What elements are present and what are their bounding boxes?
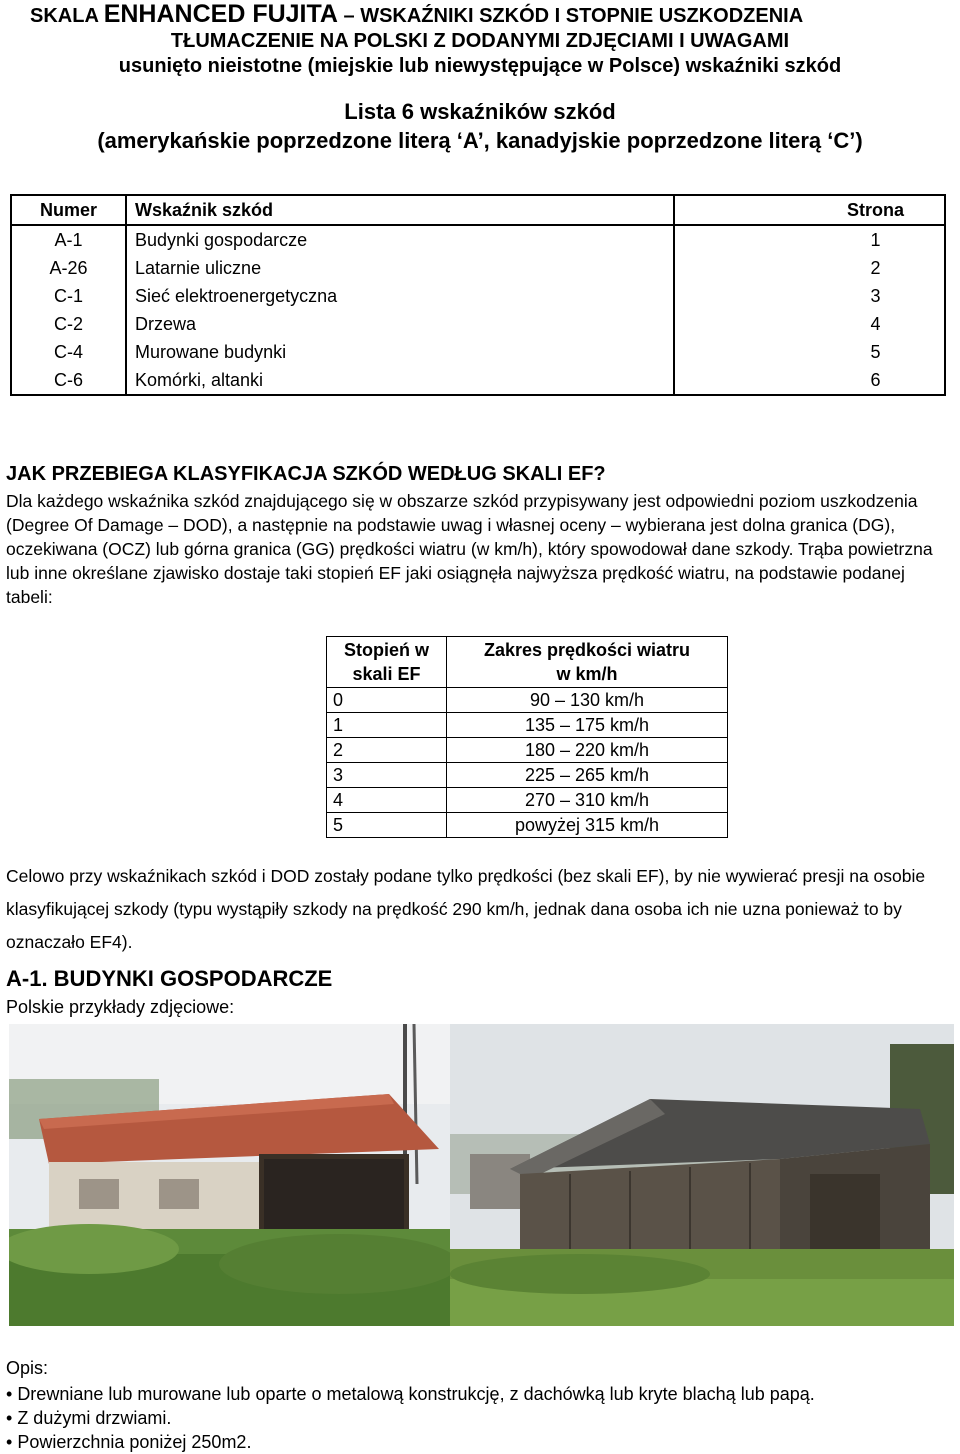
damage-indicator-index-table: [10, 194, 946, 396]
list-title-explanation: (amerykańskie poprzedzone literą ‘A’, kanadyjskie poprzedzone literą ‘C’): [97, 128, 863, 153]
table-row: [11, 310, 945, 338]
column-header-ef-degree: Stopień w skali EF: [327, 637, 447, 688]
column-header-indicator: Wskaźnik szkód: [126, 195, 674, 225]
table-header-row: [327, 637, 728, 688]
table-row: [327, 738, 728, 763]
list-title: Lista 6 wskaźników szkód: [344, 99, 616, 124]
cell-number: C-4: [11, 338, 126, 366]
cell-page: 5: [674, 338, 945, 366]
column-header-number: Numer: [11, 195, 126, 225]
cell-number: A-1: [11, 225, 126, 254]
cell-ef-degree: 4: [327, 788, 447, 813]
cell-ef-degree: 0: [327, 688, 447, 713]
cell-ef-degree: 5: [327, 813, 447, 838]
cell-indicator: Latarnie uliczne: [126, 254, 674, 282]
cell-ef-degree: 3: [327, 763, 447, 788]
table-row: [11, 254, 945, 282]
cell-number: C-6: [11, 366, 126, 395]
description-label: Opis:: [6, 1358, 49, 1378]
cell-number: C-2: [11, 310, 126, 338]
photo-wooden-barn: [450, 1024, 954, 1326]
cell-page: 6: [674, 366, 945, 395]
cell-indicator: Murowane budynki: [126, 338, 674, 366]
table-row: [327, 813, 728, 838]
cell-indicator: Drzewa: [126, 310, 674, 338]
cell-page: 4: [674, 310, 945, 338]
cell-wind-range: 225 – 265 km/h: [447, 763, 728, 788]
cell-page: 3: [674, 282, 945, 310]
document-subtitle: TŁUMACZENIE NA POLSKI Z DODANYMI ZDJĘCIAMI I UWAGAMI: [170, 30, 790, 52]
cell-wind-range: 135 – 175 km/h: [447, 713, 728, 738]
table-row: [327, 788, 728, 813]
cell-indicator: Budynki gospodarcze: [126, 225, 674, 254]
section-a1-subheading: Polskie przykłady zdjęciowe:: [6, 997, 235, 1017]
classification-heading: JAK PRZEBIEGA KLASYFIKACJA SZKÓD WEDŁUG SKALI EF?: [6, 463, 606, 485]
cell-page: 2: [674, 254, 945, 282]
cell-number: C-1: [11, 282, 126, 310]
cell-page: 1: [674, 225, 945, 254]
table-row: [11, 225, 945, 254]
cell-indicator: Komórki, altanki: [126, 366, 674, 395]
section-a1-heading: A-1. BUDYNKI GOSPODARCZE: [6, 966, 333, 991]
column-header-wind-speed: Zakres prędkości wiatru w km/h: [447, 637, 728, 688]
list-item: • Drewniane lub murowane lub oparte o metalową konstrukcję, z dachówką lub kryte blachą lub papą.: [6, 1382, 815, 1406]
cell-indicator: Sieć elektroenergetyczna: [126, 282, 674, 310]
table-row: [11, 338, 945, 366]
cell-ef-degree: 1: [327, 713, 447, 738]
cell-wind-range: 180 – 220 km/h: [447, 738, 728, 763]
document-note: usunięto nieistotne (miejskie lub niewystępujące w Polsce) wskaźniki szkód: [118, 55, 842, 77]
table-row: [327, 688, 728, 713]
table-row: [11, 282, 945, 310]
table-header-row: [11, 195, 945, 225]
table-row: [327, 763, 728, 788]
note-paragraph: Celowo przy wskaźnikach szkód i DOD zostały podane tylko prędkości (bez skali EF), by nie wywierać presji na osobie klasyfikującej szkody (typu wystąpiły szkody na prędkość 290 km/h, jednak dana osoba ich nie uzna ponieważ to by oznaczało EF4).: [6, 866, 926, 952]
ef-scale-table: [326, 636, 728, 838]
column-header-page: Strona: [674, 195, 945, 225]
description-list: [6, 1382, 815, 1454]
cell-ef-degree: 2: [327, 738, 447, 763]
photo-farm-building-tile-roof: [9, 1024, 450, 1326]
table-row: [11, 366, 945, 395]
cell-wind-range: powyżej 315 km/h: [447, 813, 728, 838]
cell-number: A-26: [11, 254, 126, 282]
list-item: • Powierzchnia poniżej 250m2.: [6, 1430, 815, 1454]
cell-wind-range: 270 – 310 km/h: [447, 788, 728, 813]
table-row: [327, 713, 728, 738]
classification-paragraph: Dla każdego wskaźnika szkód znajdującego się w obszarze szkód przypisywany jest odpowiedni poziom uszkodzenia (Degree Of Damage – DOD), a następnie na podstawie uwag i własnej oceny – wybierana jest dolna granica (DG), oczekiwana (OCZ) lub górna granica (GG) prędkości wiatru (w km/h), który spowodował dane szkody. Trąba powietrzna lub inne określane zjawisko dostaje taki stopień EF jaki osiągnęła najwyższa prędkość wiatru, na podstawie podanej tabeli:: [6, 491, 933, 607]
cell-wind-range: 90 – 130 km/h: [447, 688, 728, 713]
document-title: SKALA ENHANCED FUJITA – WSKAŹNIKI SZKÓD I STOPNIE USZKODZENIA: [30, 0, 804, 28]
list-item: • Z dużymi drzwiami.: [6, 1406, 815, 1430]
